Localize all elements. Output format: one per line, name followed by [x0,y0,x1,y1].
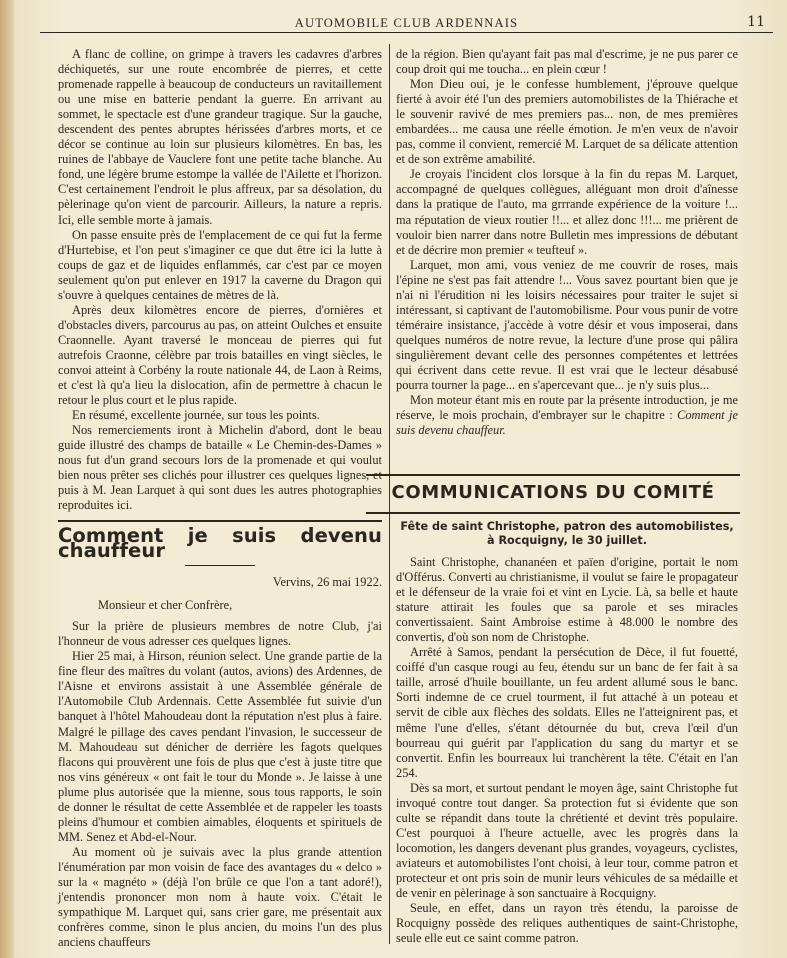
paragraph: Après deux kilomètres encore de pierres, d'ornières et d'obstacles divers, parcourus au pas, on atteint Oulches et ensuite Craonnelle. Ayant traversé le monceau de pierres qui fut autrefois Craonne, célèbre par trois batailles en vingt siècles, le convoi atteint à Corbény la route nationale 44, de Laon à Reims, et c'est là qu'a lieu la dislocation, afin de permettre à chacun le retour le plus court et le plus rapide. [58,302,382,408]
left-column-article [58,524,382,950]
section-banner [366,474,740,514]
page-binding-edge [0,0,14,958]
paragraph: Au moment où je suivais avec la plus grande attention l'énumération par mon voisin de face des avantages du « delco » sur la « magnéto » (déjà l'on brûle ce que l'on a tant adoré!), j'entendis prononcer mon nom à haute voix. C'était le sympathique M. Larquet qui, sans crier gare, me présentait aux confrères comme, sinon le plus ancien, du moins l'un des plus anciens chauffeurs [58,844,382,950]
section-banner-title: COMMUNICATIONS DU COMITÉ [391,482,715,503]
closing-text: Mon moteur étant mis en route par la présente introduction, je me réserve, le mois prochain, d'embrayer sur le chapitre : [396,393,738,423]
section-rule [58,520,382,522]
paragraph: Seule, en effet, dans un rayon très étendu, la paroisse de Rocquigny possède des reliques authentiques de saint-Christophe, seule elle eut ce saint comme patron. [396,901,738,946]
paragraph: Arrêté à Samos, pendant la persécution de Dèce, il fut fouetté, coiffé d'un casque rougi au feu, étendu sur un banc de fer fait à sa taille, arrosé d'huile bouillante, un feu ardent allumé sous le banc. Sorti indemne de ce cruel tourment, il fut attaché à un poteau et servit de cible aux flèches des soldats. Elles ne l'atteignirent pas, et même l'une d'elles, s'étant détournée du but, creva l'œil d'un bourreau qui guérit par l'application du sang du martyr et se convertit. Enfin les bourreaux lui tranchèrent la tête. C'était en l'an 254. [396,645,738,780]
salutation: Monsieur et cher Confrère, [98,598,233,613]
page-number: 11 [747,14,765,30]
closing-italic: Comment je suis devenu chauffeur. [396,408,738,438]
paragraph: Saint Christophe, chananéen et païen d'origine, portait le nom d'Offérus. Converti au christianisme, il voulut se faire le propagateur et le défenseur de la vraie foi et vint en Lycie. Là, sa belle et haute stature attirait les foules que sa parole et ses miracles convertissaient. Saint Ambroise estime à 48.000 le nombre des convertis, d'où son nom de Christophe. [396,555,738,645]
subheading: Fête de saint Christophe, patron des automobilistes, à Rocquigny, le 30 juillet. [400,520,734,547]
date-line: Vervins, 26 mai 1922. [272,575,382,590]
paragraph: A flanc de colline, on grimpe à travers les cadavres d'arbres déchiquetés, sur une route encombrée de pierres, et cette promenade rappelle à beaucoup de conducteurs un ravitaillement ou une mise en batterie pendant la guerre. En arrivant au sommet, le spectacle est d'une grandeur tragique. Sur la gauche, descendent des pentes abruptes hérissées d'arbres morts, et ce décor se continue au loin sur plusieurs kilomètres. En bas, les ruines de l'abbaye de Vauclere font une petite tache blanche. Au fond, une légère brume estompe la vallée de l'Ailette et l'horizon. C'est certainement l'endroit le plus affreux, par sa désolation, du pèlerinage qu'on vient de parcourir. Ailleurs, la nature a repris. Ici, elle semble morte à jamais. [58,47,382,227]
paragraph: Mon Dieu oui, je le confesse humblement, j'éprouve quelque fierté à avoir été l'un des premiers automobilistes de la Thiérache et le souvenir ravivé de mes premiers pas... non, de mes premières embardées... me causa une réelle émotion. Je m'en veux de n'avoir pas, comme il convient, remercié M. Larquet de sa délicate attention et de son extrême amabilité. [396,77,738,167]
right-column-bottom [396,520,738,946]
article-title: Comment je suis devenu chauffeur [58,524,382,563]
journal-title: AUTOMOBILE CLUB ARDENNAIS [294,16,519,30]
paragraph: de la région. Bien qu'ayant fait pas mal d'escrime, je ne pus parer ce coup droit qui me toucha... en plein cœur ! [396,47,738,77]
paragraph: Larquet, mon ami, vous veniez de me couvrir de roses, mais l'épine ne s'est pas fait attendre !... Vous savez pourtant bien que je n'ai ni l'érudition ni les loisirs nécessaires pour traiter le sujet si intéressant, si captivant de l'automobilisme. Pour vous punir de votre téméraire insistance, j'accède à votre désir et vous imposerai, dans quelques numéros de notre revue, la lecture d'une prose qui pâlira singulièrement devant celle des personnes compétentes et lettrées qui écrivent dans cette revue. Il est vrai que le lecteur désabusé pourra tourner la page... en s'apercevant que... je n'y suis plus... [396,257,738,393]
paragraph: Dès sa mort, et surtout pendant le moyen âge, saint Christophe fut invoqué contre tout danger. Sa protection fut si évidente que son culte se répandit dans toute la chrétienté et devint très populaire. C'est pourquoi à l'heure actuelle, avec les progrès dans la locomotion, les dangers devenant plus grandes, voyageurs, cyclistes, aviateurs et automobilistes l'ont choisi, à leur tour, comme patron et protecteur et ont pris soin de munir leurs véhicules de sa médaille et de venir en pèlerinage à son sanctuaire à Rocquigny. [396,780,738,901]
paragraph: En résumé, excellente journée, sur tous les points. [72,408,320,423]
paragraph [396,393,738,438]
paragraph: Nos remerciements iront à Michelin d'abord, dont le beau guide illustré des champs de bataille « Le Chemin-des-Dames » nous fut d'un grand secours lors de la promenade et qui voulut bien nous prêter ses clichés pour illustrer ces quelques lignes, et puis à M. Jean Larquet à qui sont dues les autres photographies reproduites ici. [58,423,382,513]
left-column-top [58,47,382,513]
right-column-top [396,47,738,438]
paragraph: Je croyais l'incident clos lorsque à la fin du repas M. Larquet, accompagné de quelques collègues, alléguant mon droit d'aînesse dans la pratique de l'auto, ma grrrande expérience de la voiture !... ma réputation de vieux routier !!... et allez donc !!!... me prièrent de vouloir bien narrer dans notre Bulletin mes impressions de débutant et de décrire mon premier « teufteuf ». [396,167,738,257]
title-rule [185,565,255,566]
paragraph: On passe ensuite près de l'emplacement de ce qui fut la ferme d'Hurtebise, et l'on peut s'imaginer ce que dut être ici la lutte à coups de gaz et de liquides enflammés, car c'est par ce moyen seulement qu'on put enlever en 1917 la caverne du Dragon qui s'ouvre à quelques centaines de mètres de là. [58,227,382,302]
paragraph: Sur la prière de plusieurs membres de notre Club, j'ai l'honneur de vous adresser ces quelques lignes. [58,619,382,649]
running-header [40,6,773,33]
paragraph: Hier 25 mai, à Hirson, réunion select. Une grande partie de la fine fleur des maîtres du volant (autos, avions) des Ardennes, de l'Aisne et environs assistait à une Assemblée générale de l'Automobile Club Ardennais. Cette Assemblée fut suivie d'un banquet à l'hôtel Mahoudeau dont la réputation n'est plus à faire. Malgré le pillage des caves pendant l'invasion, le successeur de M. Mahoudeau sut dénicher de derrière les fagots quelques flacons qui prouvèrent une fois de plus que c'est à juste titre que nos vins généreux « ont fait le tour du Monde ». Je laisse à une plume plus autorisée que la mienne, sous tous rapports, le soin de donner le résultat de cette Assemblée et de rappeler les toasts pleins d'humour et combien aimables, éloquents et spirituels de MM. Senez et Abd-el-Nour. [58,649,382,844]
